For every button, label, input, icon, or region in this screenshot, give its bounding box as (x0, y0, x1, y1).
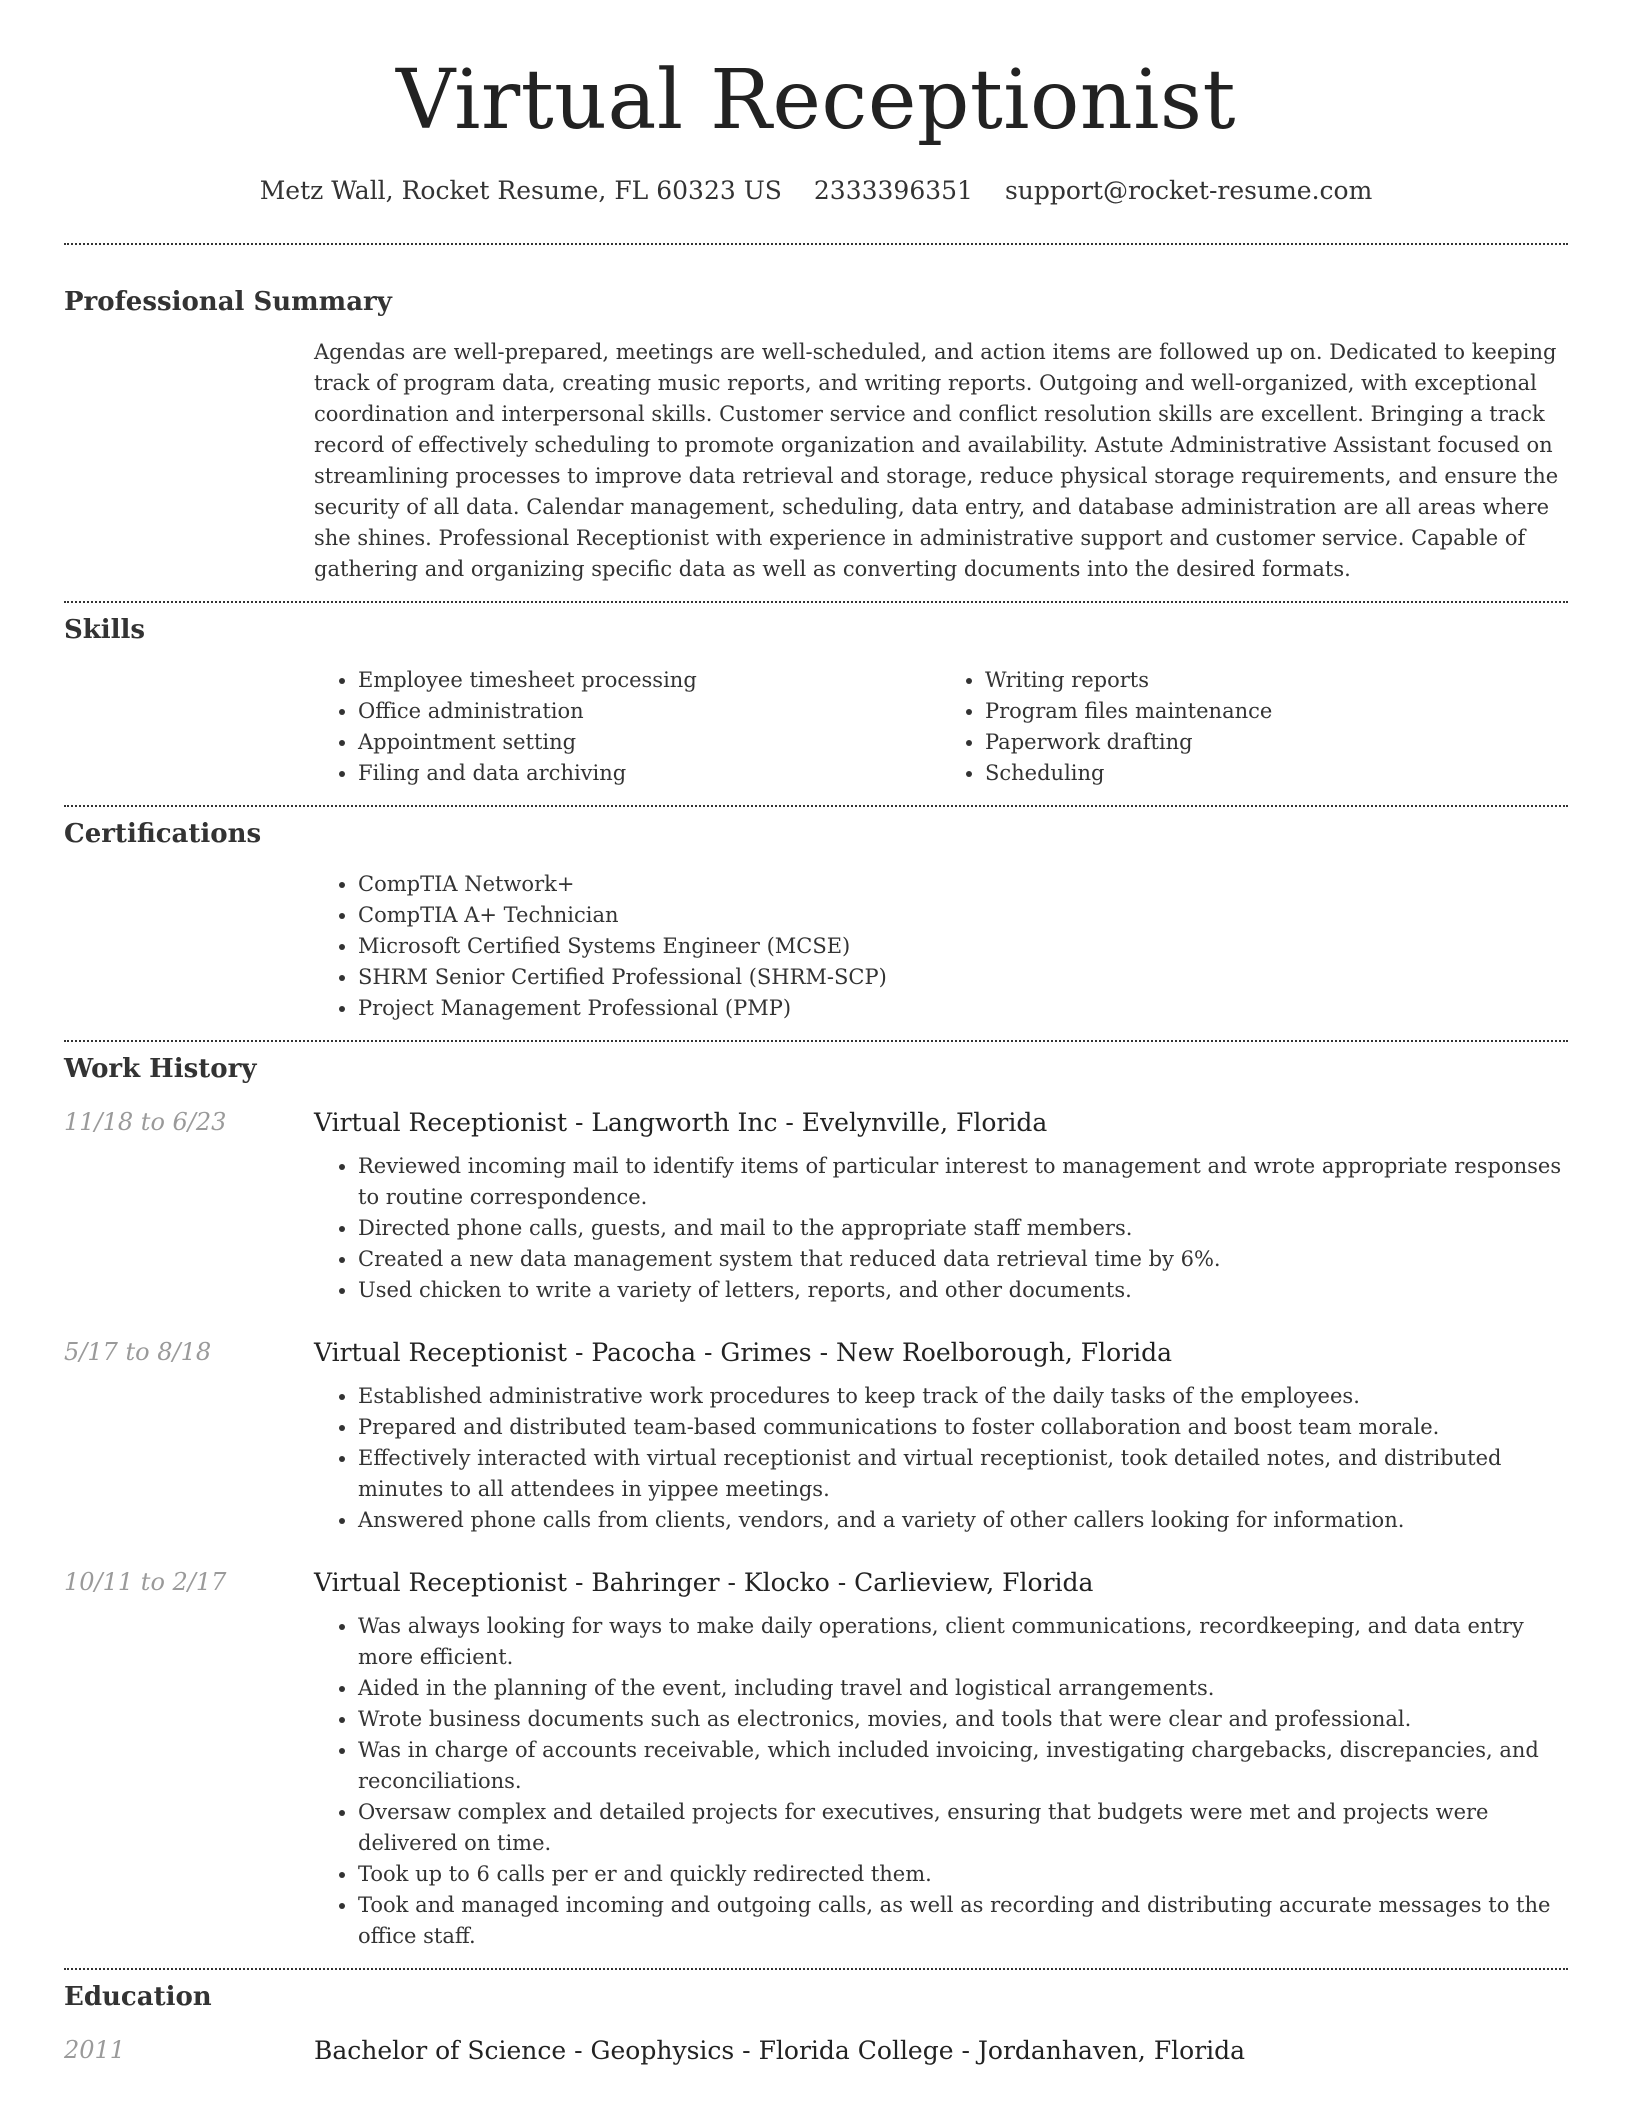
job-bullet: • Wrote business documents such as electronics, movies, and tools that were clear and professional. (358, 1704, 1568, 1735)
job-entry (64, 1568, 1568, 1952)
skill-item: • Office administration (358, 696, 941, 727)
education-date: 2011 (64, 2036, 126, 2064)
candidate-name: Virtual Receptionist (396, 53, 1236, 148)
job-bullet: • Took up to 6 calls per er and quickly redirected them. (358, 1859, 1568, 1890)
certification-item: • SHRM Senior Certified Professional (SHRM-SCP) (358, 962, 1568, 993)
job-details (314, 1338, 1568, 1536)
contact-phone: 2333396351 (813, 176, 973, 205)
job-date: 5/17 to 8/18 (64, 1338, 212, 1366)
skill-item: • Paperwork drafting (985, 727, 1568, 758)
job-bullet: • Used chicken to write a variety of letters, reports, and other documents. (358, 1275, 1568, 1306)
section-divider (64, 601, 1568, 603)
summary-text: Agendas are well-prepared, meetings are well-scheduled, and action items are followed up on. Dedicated to keeping track of program data, creating music reports, and writing reports. Outgoing and well-organized, with exceptional coordination and interpersonal skills. Customer service and conflict resolution skills are excellent. Bringing a track record of effectively scheduling to promote organization and availability. Astute Administrative Assistant focused on streamlining processes to improve data retrieval and storage, reduce physical storage requirements, and ensure the security of all data. Calendar management, scheduling, data entry, and database administration are all areas where she shines. Professional Receptionist with experience in administrative support and customer service. Capable of gathering and organizing specific data as well as converting documents into the desired formats. (314, 340, 1559, 581)
job-heading: Virtual Receptionist - Bahringer - Klocko - Carlieview, Florida (314, 1568, 1094, 1597)
education-heading: Bachelor of Science - Geophysics - Florida College - Jordanhaven, Florida (314, 2036, 1246, 2065)
job-details (314, 1108, 1568, 1306)
job-bullet: • Reviewed incoming mail to identify items of particular interest to management and wrote appropriate responses to routine correspondence. (358, 1151, 1568, 1213)
job-bullet: • Aided in the planning of the event, including travel and logistical arrangements. (358, 1673, 1568, 1704)
skill-item: • Filing and data archiving (358, 758, 941, 789)
job-details (314, 1568, 1568, 1952)
work-title: Work History (64, 1054, 257, 1084)
certifications-section (0, 819, 1632, 1024)
education-title: Education (64, 1982, 212, 2012)
certifications-title: Certifications (64, 819, 262, 849)
job-entry (64, 1108, 1568, 1306)
skill-item: • Program files maintenance (985, 696, 1568, 727)
skills-grid (314, 665, 1568, 789)
skill-item: • Writing reports (985, 665, 1568, 696)
work-section (0, 1054, 1632, 1952)
summary-title: Professional Summary (64, 287, 392, 317)
job-entry (64, 1338, 1568, 1536)
job-bullet: • Directed phone calls, guests, and mail to the appropriate staff members. (358, 1213, 1568, 1244)
job-bullet: • Oversaw complex and detailed projects for executives, ensuring that budgets were met and projects were delivered on time. (358, 1797, 1568, 1859)
skills-list-left (314, 665, 941, 789)
certification-item: • Project Management Professional (PMP) (358, 993, 1568, 1024)
certification-item: • CompTIA Network+ (358, 869, 1568, 900)
job-bullet: • Prepared and distributed team-based communications to foster collaboration and boost team morale. (358, 1412, 1568, 1443)
job-heading: Virtual Receptionist - Pacocha - Grimes - New Roelborough, Florida (314, 1338, 1173, 1367)
job-bullet: • Was always looking for ways to make daily operations, client communications, recordkeeping, and data entry more efficient. (358, 1611, 1568, 1673)
job-bullet: • Answered phone calls from clients, vendors, and a variety of other callers looking for information. (358, 1505, 1568, 1536)
education-entry (64, 2036, 1568, 2065)
certification-item: • Microsoft Certified Systems Engineer (MCSE) (358, 931, 1568, 962)
skills-section (0, 615, 1632, 789)
skill-item: • Appointment setting (358, 727, 941, 758)
education-section (0, 1982, 1632, 2065)
job-date: 10/11 to 2/17 (64, 1568, 227, 1596)
contact-address: Metz Wall, Rocket Resume, FL 60323 US (259, 176, 782, 205)
section-divider (64, 1968, 1568, 1970)
job-bullet: • Established administrative work procedures to keep track of the daily tasks of the employees. (358, 1381, 1568, 1412)
job-bullet: • Created a new data management system that reduced data retrieval time by 6%. (358, 1244, 1568, 1275)
job-bullets (314, 1381, 1568, 1536)
skills-list-right (941, 665, 1568, 789)
skills-title: Skills (64, 615, 146, 645)
job-heading: Virtual Receptionist - Langworth Inc - Evelynville, Florida (314, 1108, 1048, 1137)
contact-email: support@rocket-resume.com (1004, 176, 1373, 205)
skill-item: • Scheduling (985, 758, 1568, 789)
job-bullet: • Took and managed incoming and outgoing calls, as well as recording and distributing accurate messages to the office staff. (358, 1890, 1568, 1952)
education-details (314, 2036, 1568, 2065)
section-divider (64, 805, 1568, 807)
job-bullets (314, 1151, 1568, 1306)
job-date: 11/18 to 6/23 (64, 1108, 227, 1136)
job-bullet: • Was in charge of accounts receivable, which included invoicing, investigating chargebacks, discrepancies, and reconciliations. (358, 1735, 1568, 1797)
section-divider (64, 243, 1568, 245)
job-bullets (314, 1611, 1568, 1952)
skill-item: • Employee timesheet processing (358, 665, 941, 696)
contact-line (0, 176, 1632, 205)
certification-item: • CompTIA A+ Technician (358, 900, 1568, 931)
certifications-body (314, 869, 1568, 1024)
job-bullet: • Effectively interacted with virtual receptionist and virtual receptionist, took detailed notes, and distributed minutes to all attendees in yippee meetings. (358, 1443, 1568, 1505)
summary-section (0, 287, 1632, 585)
certifications-list (314, 869, 1568, 1024)
section-divider (64, 1040, 1568, 1042)
